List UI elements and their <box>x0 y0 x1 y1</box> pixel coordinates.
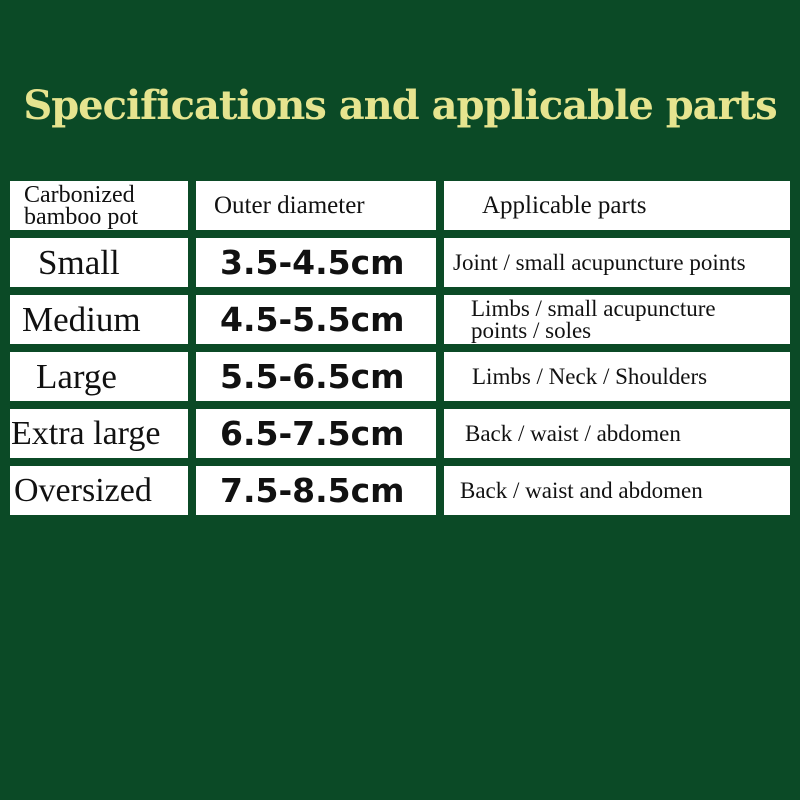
table-row-size-cell <box>10 352 188 401</box>
size-label: Large <box>36 356 117 396</box>
header-cell-size <box>10 181 188 230</box>
size-label: Oversized <box>14 471 152 509</box>
table-row-parts-cell <box>444 409 790 458</box>
size-label: Medium <box>22 299 141 339</box>
header-label-parts: Applicable parts <box>482 191 647 219</box>
diameter-value: 7.5-8.5cm <box>220 471 405 510</box>
table-row-diameter-cell <box>196 466 436 515</box>
parts-text: Limbs / Neck / Shoulders <box>472 363 708 389</box>
parts-text: Back / waist and abdomen <box>460 477 703 503</box>
table-row-parts-cell <box>444 295 790 344</box>
header-cell-diameter <box>196 181 436 230</box>
table-row-parts-cell <box>444 352 790 401</box>
table-row-size-cell <box>10 238 188 287</box>
parts-text: Back / waist / abdomen <box>465 420 681 446</box>
table-row-parts-cell <box>444 466 790 515</box>
table-row-size-cell <box>10 295 188 344</box>
table-row-diameter-cell <box>196 409 436 458</box>
page-title: Specifications and applicable parts <box>23 82 777 129</box>
diameter-value: 6.5-7.5cm <box>220 414 405 453</box>
parts-text: Joint / small acupuncture points <box>453 249 746 275</box>
header-label-size: Carbonized bamboo pot <box>24 181 138 230</box>
table-row-size-cell <box>10 409 188 458</box>
table-row-parts-cell <box>444 238 790 287</box>
diameter-value: 4.5-5.5cm <box>220 300 405 339</box>
header-label-diameter: Outer diameter <box>214 191 365 219</box>
diameter-value: 5.5-6.5cm <box>220 357 405 396</box>
size-label: Small <box>38 242 120 282</box>
table-row-diameter-cell <box>196 352 436 401</box>
table-row-diameter-cell <box>196 238 436 287</box>
table-row-diameter-cell <box>196 295 436 344</box>
diameter-value: 3.5-4.5cm <box>220 243 405 282</box>
header-cell-parts <box>444 181 790 230</box>
table-row-size-cell <box>10 466 188 515</box>
size-label: Extra large <box>11 414 161 452</box>
parts-text: Limbs / small acupuncture points / soles <box>471 295 716 343</box>
